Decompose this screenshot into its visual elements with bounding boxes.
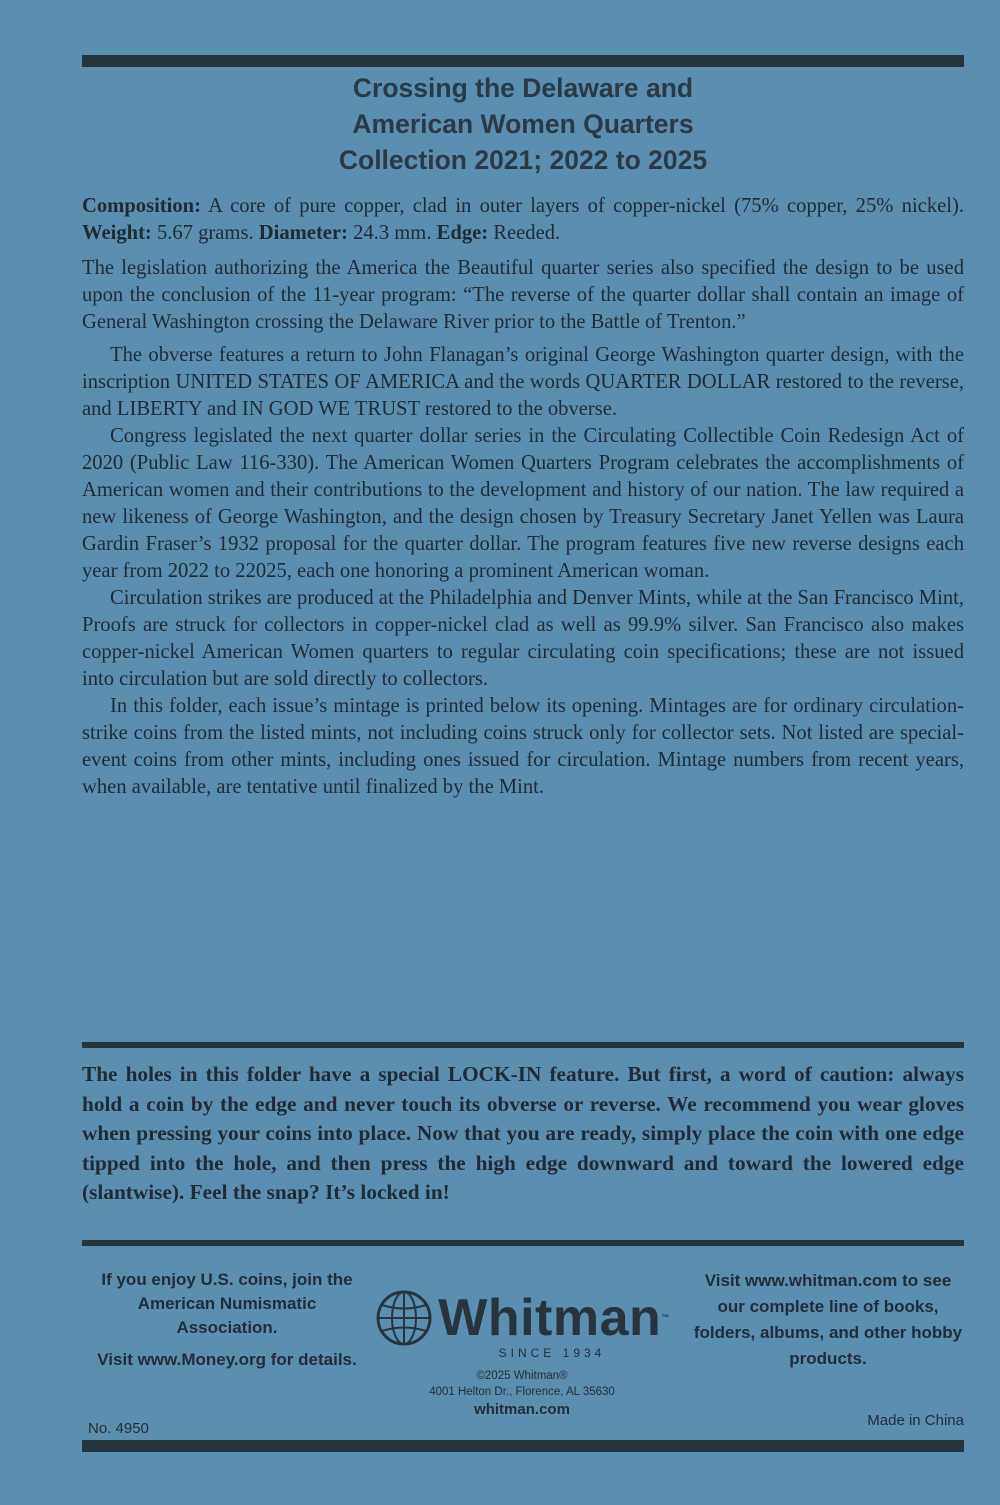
website-link[interactable]: whitman.com xyxy=(474,1401,570,1418)
globe-icon xyxy=(374,1288,434,1348)
weight-text: 5.67 grams. xyxy=(151,222,259,244)
composition-text: A core of pure copper, clad in outer layers of copper-nickel (75% copper, 25% nickel). xyxy=(201,195,964,217)
since-year: SINCE 1934 xyxy=(498,1346,606,1360)
item-number: No. 4950 xyxy=(88,1420,149,1437)
paragraph-obverse: The obverse features a return to John Flanagan’s original George Washington quarter design, with the inscription UNITED STATES OF AMERICA and the words QUARTER DOLLAR restored to the reverse, and LIBERTY and IN GOD WE TRUST restored to the obverse. xyxy=(82,344,964,420)
footer xyxy=(82,1262,964,1442)
title-line-3: Collection 2021; 2022 to 2025 xyxy=(338,145,708,175)
edge-label: Edge: xyxy=(436,222,489,244)
made-in-label: Made in China xyxy=(867,1412,964,1429)
diameter-label: Diameter: xyxy=(258,222,348,244)
paragraph-congress: Congress legislated the next quarter dollar series in the Circulating Collectible Coin Redesign Act of 2020 (Public Law 116-330). The American Women Quarters Program celebrates the accomplishments of American women and their contributions to the development and history of our nation. The law required a new likeness of George Washington, and the design chosen by Treasury Secretary Janet Yellen was Laura Gardin Fraser’s 1932 proposal for the quarter dollar. The program features five new reverse designs each year from 2022 to 22025, each one honoring a prominent American woman. xyxy=(82,425,964,582)
ana-join-text: If you enjoy U.S. coins, join the American Numismatic Association. xyxy=(101,1270,353,1337)
whitman-logo-block xyxy=(372,1288,672,1420)
weight-label: Weight: xyxy=(82,222,152,244)
title-line-2: American Women Quarters xyxy=(352,109,694,139)
ana-promo xyxy=(96,1268,358,1380)
diameter-text: 24.3 mm. xyxy=(347,222,437,244)
address: 4001 Helton Dr., Florence, AL 35630 xyxy=(429,1386,615,1398)
lock-bottom-rule xyxy=(82,1240,964,1246)
paragraph-mintages: In this folder, each issue’s mintage is printed below its opening. Mintages are for ordinary circulation-strike coins from the listed mints, not including coins struck only for collector sets. Not listed are special-event coins from other mints, including ones issued for circulation. Mintage numbers from recent years, when available, are tentative until finalized by the Mint. xyxy=(82,695,964,798)
copyright: ©2025 Whitman® xyxy=(476,1370,568,1382)
top-rule xyxy=(82,55,964,67)
paragraph-circulation: Circulation strikes are produced at the Philadelphia and Denver Mints, while at the San Francisco Mint, Proofs are struck for collectors in copper-nickel clad as well as 99.9% silver. San Francisco also makes copper-nickel American Women quarters to regular circulating coin specifications; these are not issued into circulation but are sold directly to collectors. xyxy=(82,587,964,690)
title-line-1: Crossing the Delaware and xyxy=(352,73,694,103)
ana-visit-text: Visit www.Money.org for details. xyxy=(97,1350,357,1369)
whitman-logo xyxy=(372,1288,672,1348)
lock-in-instructions: The holes in this folder have a special LOCK-IN feature. But first, a word of caution: always hold a coin by the edge and never touch its obverse or reverse. We recommend you wear gloves when pressing your coins into place. Now that you are ready, simply place the coin with one edge tipped into the hole, and then press the high edge downward and toward the lowered edge (slantwise). Feel the snap? It’s locked in! xyxy=(82,1062,964,1204)
lock-top-rule xyxy=(82,1042,964,1048)
page-title xyxy=(82,70,964,178)
body-text xyxy=(82,193,964,801)
brand-name: Whitman™ xyxy=(438,1289,670,1347)
bottom-rule xyxy=(82,1440,964,1452)
paragraph-legislation: The legislation authorizing the America the Beautiful quarter series also specified the design to be used upon the conclusion of the 11-year program: “The reverse of the quarter dollar shall contain an image of General Washington crossing the Delaware River prior to the Battle of Trenton.” xyxy=(82,257,964,333)
composition-label: Composition: xyxy=(82,195,201,217)
whitman-promo: Visit www.whitman.com to see our complete line of books, folders, albums, and other hobby products. xyxy=(693,1271,963,1368)
edge-text: Reeded. xyxy=(488,222,561,244)
specs-paragraph xyxy=(82,193,964,247)
